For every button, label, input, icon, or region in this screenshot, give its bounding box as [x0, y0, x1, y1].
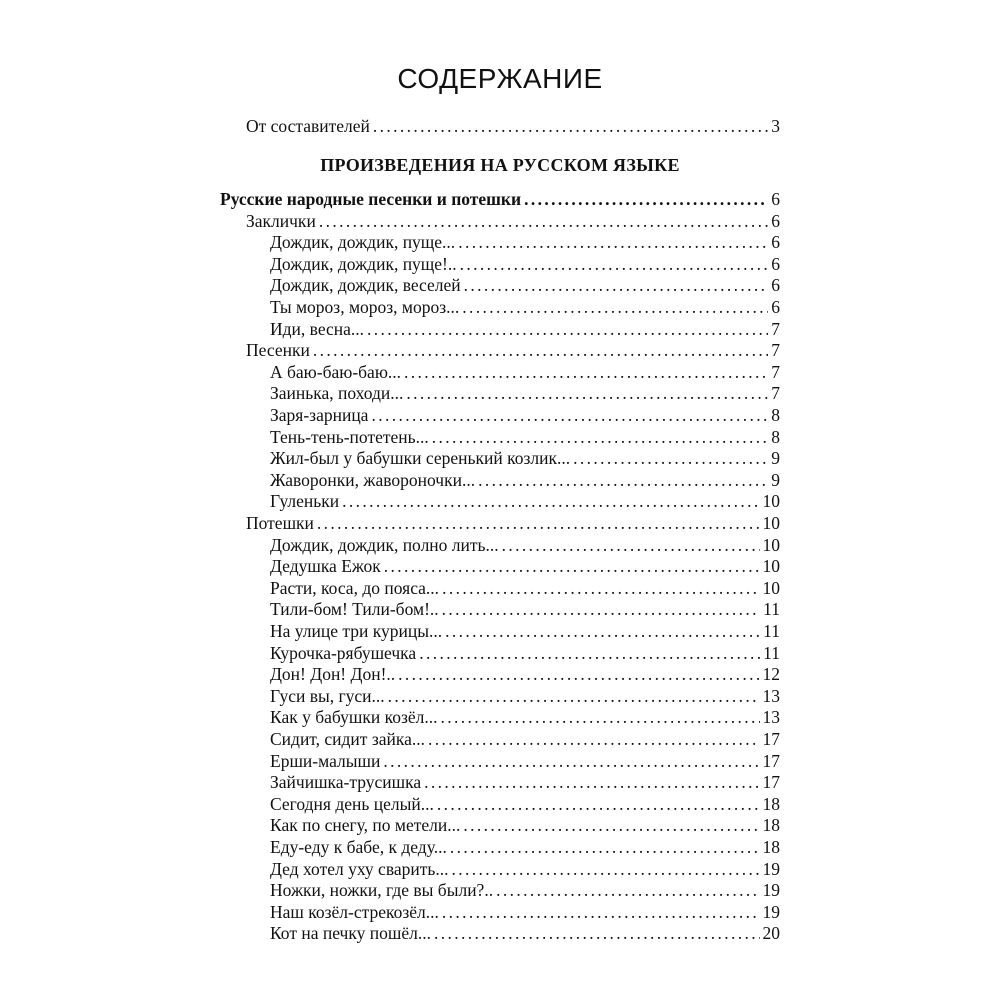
toc-entry-page: 18	[762, 837, 780, 857]
toc-entry-page: 8	[771, 426, 780, 447]
toc-entry-title: Еду-еду к бабе, к деду...	[270, 837, 447, 857]
toc-row	[270, 598, 780, 620]
dot-leader	[424, 771, 759, 793]
toc-entry-title: Гуленьки	[270, 491, 340, 512]
toc-entry-page: 7	[771, 318, 780, 339]
toc-row	[246, 512, 780, 534]
dot-leader	[478, 469, 768, 491]
dot-leader	[342, 490, 759, 512]
toc-entry-page: 17	[762, 772, 780, 793]
toc-row	[270, 642, 780, 664]
toc-entry-page: 6	[771, 232, 780, 253]
toc-row	[270, 231, 780, 253]
toc-entry-title: Русские народные песенки и потешки	[220, 189, 522, 209]
toc-entry-page: 12	[762, 664, 780, 685]
dot-leader	[524, 188, 768, 210]
toc-entry-title: Гуси вы, гуси...	[270, 685, 385, 706]
toc-row	[270, 577, 780, 599]
toc-entry-page: 10	[762, 491, 780, 512]
dot-leader	[319, 210, 768, 232]
toc-entry-title: Тень-тень-потетень...	[270, 426, 429, 447]
toc-row	[270, 382, 780, 404]
toc-row	[270, 620, 780, 642]
toc-entry-title: Дождик, дождик, пуще...	[270, 232, 456, 253]
toc-entry-title: Иди, весна...	[270, 318, 365, 339]
dot-leader	[452, 858, 760, 880]
dot-leader	[502, 534, 760, 556]
toc-row	[220, 188, 780, 210]
toc-entry-title: Дождик, дождик, полно лить...	[270, 534, 499, 555]
toc-entry-page: 9	[771, 469, 780, 490]
toc-entry-title: Кот на печку пошёл...	[270, 923, 431, 944]
toc-row	[270, 274, 780, 296]
toc-row	[270, 836, 780, 858]
toc-row-intro	[246, 115, 780, 137]
toc-entry-title: Наш козёл-стрекозёл...	[270, 901, 439, 922]
dot-leader	[496, 879, 759, 901]
toc-entry-title: Песенки	[246, 340, 310, 361]
dot-leader	[367, 318, 768, 340]
toc-row	[270, 685, 780, 707]
toc-entry-title: Дед хотел уху сварить...	[270, 858, 449, 879]
toc-entry-page: 10	[762, 534, 780, 555]
toc-row	[270, 555, 780, 577]
dot-leader	[406, 382, 768, 404]
toc-entry-page: 18	[762, 815, 780, 836]
dot-leader	[464, 274, 769, 296]
toc-entry-title: Дождик, дождик, веселей	[270, 275, 461, 296]
dot-leader	[428, 728, 760, 750]
dot-leader	[442, 598, 760, 620]
toc-entry-page: 19	[762, 858, 780, 879]
toc-entry-title: Сидит, сидит зайка...	[270, 729, 425, 749]
toc-entry-page: 11	[763, 599, 780, 620]
toc-entry-page: 18	[762, 793, 780, 814]
toc-row	[270, 814, 780, 836]
toc-entry-title: Зайчишка-трусишка	[270, 772, 422, 793]
toc-entry-title: Жаворонки, жавороночки...	[270, 469, 476, 490]
toc-entry-title: Заклички	[246, 210, 316, 231]
toc-entry-title: Дон! Дон! Дон!..	[270, 664, 396, 685]
toc-row	[270, 534, 780, 556]
dot-leader	[573, 447, 768, 469]
toc-entry-page: 6	[771, 210, 780, 231]
toc-entry-page: 7	[771, 383, 780, 404]
toc-entry-page: 19	[762, 880, 780, 901]
toc-entry-title: Дедушка Ежок	[270, 556, 381, 577]
toc-entry-title: Потешки	[246, 513, 314, 533]
toc-entry-title: Заинька, походи...	[270, 383, 404, 404]
toc-row	[270, 663, 780, 685]
toc-entry-page: 7	[771, 340, 780, 361]
dot-leader	[383, 750, 759, 772]
dot-leader	[442, 577, 759, 599]
toc-row	[270, 318, 780, 340]
toc-entry-title: Заря-зарница	[270, 405, 369, 425]
toc-row	[270, 771, 780, 793]
toc-entry-page: 19	[762, 901, 780, 922]
toc-entry-page: 20	[762, 923, 780, 944]
dot-leader	[442, 901, 760, 923]
toc-row	[270, 858, 780, 880]
toc-entry-page: 13	[762, 707, 780, 728]
toc-entry-page: 13	[762, 685, 780, 706]
toc-row	[246, 339, 780, 361]
dot-leader	[317, 512, 760, 534]
page-title: СОДЕРЖАНИЕ	[397, 63, 603, 94]
toc-entry-title: Как по снегу, по метели...	[270, 815, 461, 836]
toc-entry-title: А баю-баю-баю...	[270, 361, 402, 382]
dot-leader	[445, 620, 760, 642]
toc-entry-title: Как у бабушки козёл...	[270, 707, 438, 728]
toc-row	[270, 469, 780, 491]
toc-entry-page: 17	[762, 729, 780, 749]
toc-row	[270, 879, 780, 901]
toc-entry-title: Расти, коса, до пояса...	[270, 577, 440, 598]
toc-entry-title: Тили-бом! Тили-бом!..	[270, 599, 439, 620]
dot-leader	[398, 663, 759, 685]
toc-row	[270, 901, 780, 923]
toc-row	[270, 793, 780, 815]
toc-row	[270, 750, 780, 772]
dot-leader	[371, 404, 768, 426]
toc-row	[270, 253, 780, 275]
toc-row	[270, 922, 780, 944]
toc-row	[270, 728, 780, 750]
toc-row	[246, 210, 780, 232]
toc-entry-page: 9	[771, 448, 780, 469]
toc-entry-page: 11	[763, 642, 780, 663]
dot-leader	[458, 231, 768, 253]
toc-entry-title: Курочка-рябушечка	[270, 642, 417, 663]
toc-entry-title: Жил-был у бабушки серенький козлик...	[270, 448, 571, 469]
toc-entry-page: 10	[762, 513, 780, 533]
toc-row	[270, 490, 780, 512]
toc-row	[270, 296, 780, 318]
dot-leader	[373, 115, 768, 137]
toc-entry-page: 3	[771, 116, 780, 136]
toc-entry-page: 6	[771, 253, 780, 274]
toc-row	[270, 426, 780, 448]
dot-leader	[437, 793, 760, 815]
toc-entry-page: 10	[762, 556, 780, 577]
toc-entry-page: 17	[762, 750, 780, 771]
toc-entry-title: Ерши-малыши	[270, 750, 381, 771]
toc-row	[270, 361, 780, 383]
toc-entry-page: 6	[771, 189, 780, 209]
dot-leader	[313, 339, 768, 361]
toc-entry-title: Ты мороз, мороз, мороз...	[270, 297, 460, 317]
dot-leader	[419, 642, 760, 664]
dot-leader	[434, 922, 760, 944]
toc-entry-page: 11	[763, 621, 780, 641]
dot-leader	[384, 555, 760, 577]
toc-entry-page: 6	[771, 275, 780, 296]
dot-leader	[432, 426, 769, 448]
toc-entry-page: 10	[762, 577, 780, 598]
dot-leader	[441, 706, 760, 728]
toc-entry-page: 8	[771, 405, 780, 425]
toc-row	[270, 447, 780, 469]
dot-leader	[463, 814, 759, 836]
dot-leader	[462, 296, 768, 318]
toc-entry-title: От составителей	[246, 116, 370, 136]
toc-entry-page: 7	[771, 361, 780, 382]
section-heading: ПРОИЗВЕДЕНИЯ НА РУССКОМ ЯЗЫКЕ	[320, 155, 680, 175]
toc-entry-title: Ножки, ножки, где вы были?..	[270, 880, 494, 901]
toc-entry-page: 6	[771, 297, 780, 317]
toc-row	[270, 706, 780, 728]
dot-leader	[460, 253, 769, 275]
dot-leader	[388, 685, 760, 707]
dot-leader	[450, 836, 760, 858]
toc-entry-title: На улице три курицы...	[270, 621, 443, 641]
toc-row	[270, 404, 780, 426]
dot-leader	[404, 361, 768, 383]
toc-entry-title: Сегодня день целый...	[270, 793, 434, 814]
toc-entry-title: Дождик, дождик, пуще!..	[270, 253, 457, 274]
